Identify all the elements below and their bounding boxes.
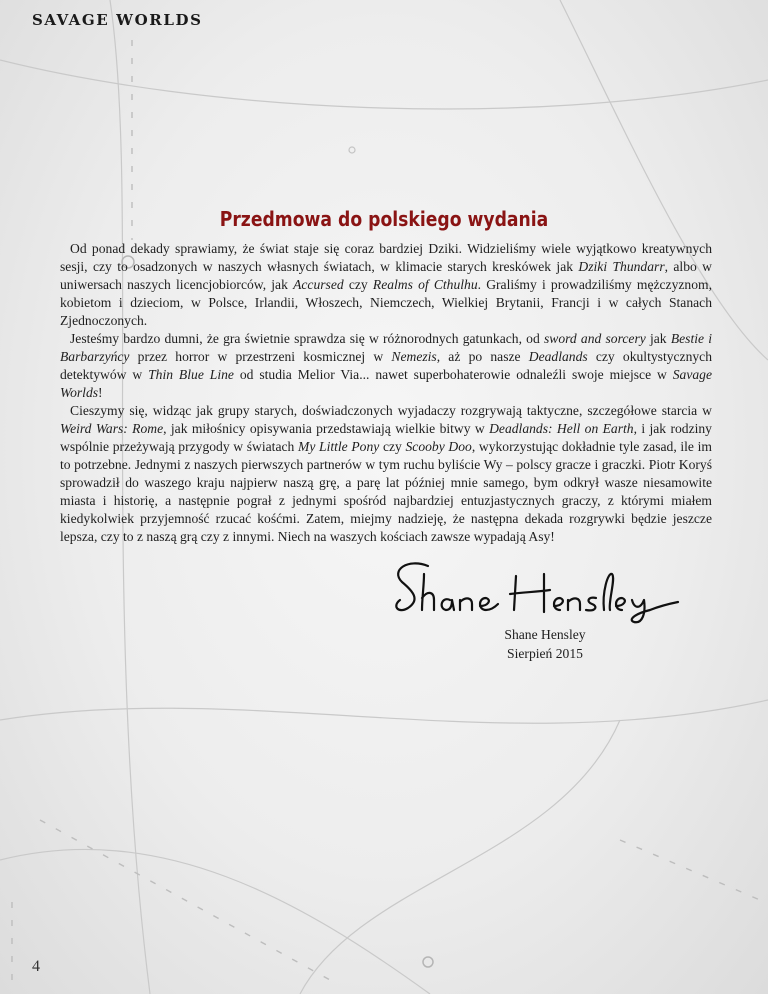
text-run: od studia Melior Via... nawet superbohaterowie odnaleźli swoje miejsce w: [233, 367, 673, 382]
text-run: czy okultystycznych detektywów w: [60, 349, 713, 382]
preface-title: Przedmowa do polskiego wydania: [219, 207, 549, 231]
text-run: , albo w uniwersach naszych licencjobiorców, jak: [60, 259, 712, 292]
italic-title: Deadlands: [528, 349, 588, 364]
preface-paragraph: [60, 330, 712, 402]
italic-title: Thin Blue Line: [148, 367, 234, 382]
text-run: , i jak rodziny wspólnie przeżywają przygody w światach: [60, 421, 712, 454]
text-run: czy: [379, 439, 406, 454]
preface-body: [60, 240, 712, 546]
italic-title: Scooby Doo: [405, 439, 472, 454]
text-run: , jak miłośnicy opisywania przedstawiają wielkie bitwy w: [163, 421, 490, 436]
italic-title: My Little Pony: [298, 439, 380, 454]
text-run: !: [98, 385, 103, 400]
text-run: jak: [645, 331, 671, 346]
date-line: Sierpień 2015: [507, 646, 583, 661]
italic-title: Realms of Cthulhu: [372, 277, 478, 292]
italic-title: sword and sorcery: [543, 331, 646, 346]
italic-title: Bestie i Barbarzyńcy: [60, 331, 713, 364]
italic-title: Dziki Thundarr: [578, 259, 665, 274]
text-run: , wykorzystując dokładnie tyle zasad, ile im to potrzebne. Jednymi z naszych pierwszych partnerów w tym ruchu byliście Wy – polscy gracze i graczki. Piotr Koryś sprowadził do waszego kraju najpierw naszą grę, a parę lat później mnie samego, bym odkrył wasze niesamowite miasta i historię, a następnie pograł z jednymi spośród najbardziej entuzjastycznych graczy, z którymi miałem kiedykolwiek przyjemność rzucać kośćmi. Zatem, miejmy nadzieję, że następna dekada rozgrywki będzie jeszcze lepsza, czy to z naszą grą czy z innymi. Niech na waszych kościach zawsze wypadają Asy!: [60, 439, 712, 544]
preface-paragraph: [60, 240, 712, 330]
text-run: Jesteśmy bardzo dumni, że gra świetnie sprawdza się w różnorodnych gatunkach, od: [70, 331, 544, 346]
italic-title: Savage Worlds: [60, 367, 713, 400]
page-number: 4: [32, 958, 40, 975]
preface-paragraph: [60, 402, 712, 546]
text-run: czy: [343, 277, 373, 292]
handwritten-signature: [388, 556, 688, 626]
italic-title: Weird Wars: Rome: [60, 421, 164, 436]
author-name: Shane Hensley: [504, 627, 586, 642]
book-header: SAVAGE WORLDS: [32, 11, 203, 29]
text-run: Od ponad dekady sprawiamy, że świat staje się coraz bardziej Dziki. Widzieliśmy wiele wyjątkowo kreatywnych sesji, czy to osadzonych w naszych własnych światach, w klimacie starych kreskówek jak: [60, 241, 712, 274]
text-run: przez horror w przestrzeni kosmicznej w: [129, 349, 392, 364]
italic-title: Nemezis: [391, 349, 437, 364]
text-run: , aż po nasze: [436, 349, 529, 364]
italic-title: Deadlands: Hell on Earth: [489, 421, 634, 436]
text-run: . Graliśmy i prowadziliśmy mężczyznom, kobietom i dzieciom, w Polsce, Irlandii, Włoszech, Niemczech, Wielkiej Brytanii, Francji i w całych Stanach Zjednoczonych.: [60, 277, 712, 328]
text-run: Cieszymy się, widząc jak grupy starych, doświadczonych wyjadaczy rozgrywają taktyczne, szczegółowe starcia w: [70, 403, 712, 418]
italic-title: Accursed: [293, 277, 344, 292]
